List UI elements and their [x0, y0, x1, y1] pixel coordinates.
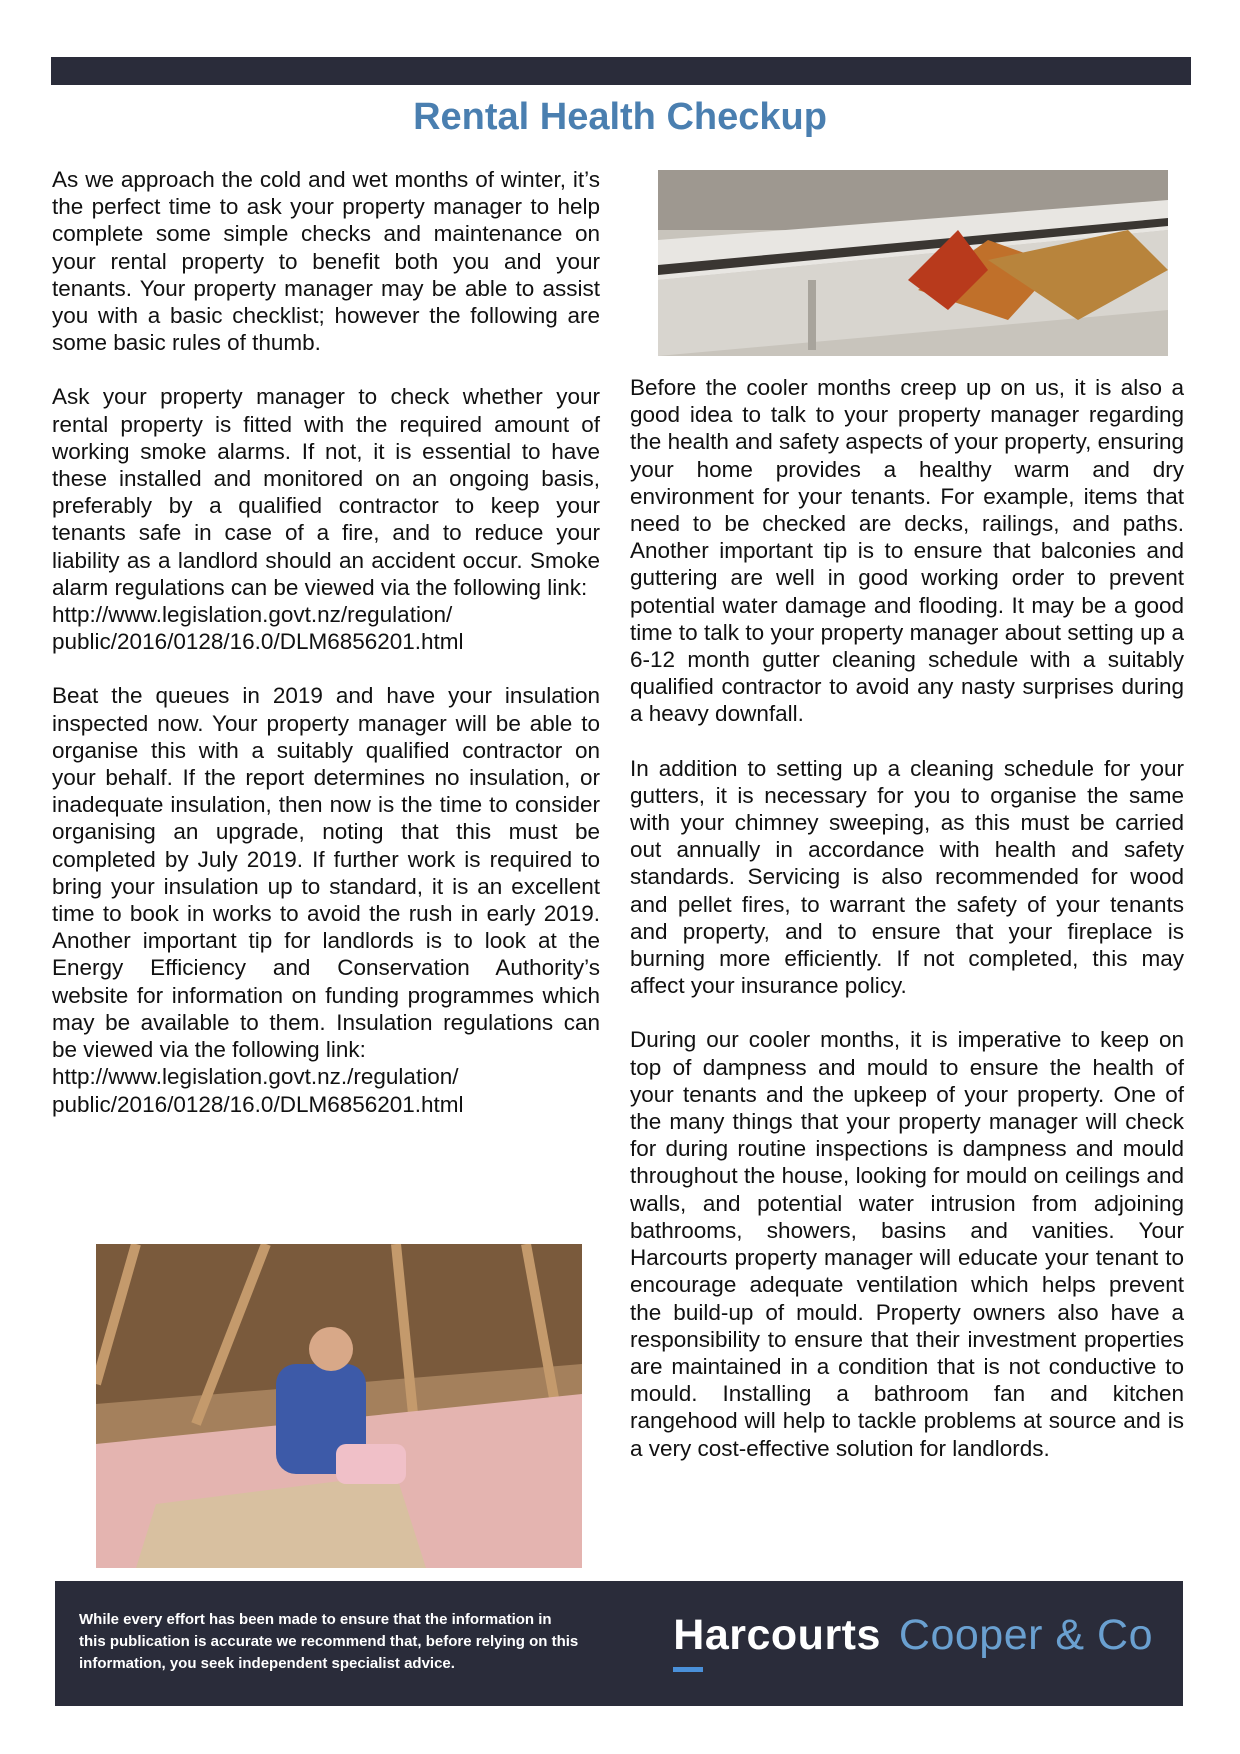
- insulation-paragraph: Beat the queues in 2019 and have your insulation inspected now. Your property manager will be able to organise this with a suitably qualified contractor on your behalf. If the report determines no insulation, or inadequate insulation, then now is the time to consider organising an upgrade, noting that this must be completed by July 2019. If further work is required to bring your insulation up to standard, it is an excellent time to book in works to avoid the rush in early 2019. Another important tip for landlords is to look at the Energy Efficiency and Conservation Authority’s website for information on funding programmes which may be available to them. Insulation regulations can be viewed via the following link:: [52, 683, 600, 1063]
- attic-insulation-photo: [96, 1244, 582, 1568]
- logo-sub-text: Cooper & Co: [898, 1611, 1153, 1659]
- disclaimer-text: While every effort has been made to ensure that the information in this publication is accurate we recommend that, before relying on this information, you seek independent specialist advice.: [79, 1611, 579, 1672]
- footer: [55, 1581, 1183, 1706]
- right-column: [630, 374, 1184, 1489]
- smoke-alarm-paragraph: Ask your property manager to check whether your rental property is fitted with the required amount of working smoke alarms. If not, it is essential to have these installed and monitored on an ongoing basis, preferably by a qualified contractor to keep your tenants safe in case of a fire, and to reduce your liability as a landlord should an accident occur. Smoke alarm regulations can be viewed via the following link:: [52, 384, 600, 600]
- left-column: [52, 166, 600, 1145]
- insulation-link[interactable]: http://www.legislation.govt.nz./regulation/ public/2016/0128/16.0/DLM6856201.html: [52, 1064, 464, 1117]
- smoke-alarm-link[interactable]: http://www.legislation.govt.nz/regulation/ public/2016/0128/16.0/DLM6856201.html: [52, 602, 464, 655]
- page-title: Rental Health Checkup: [413, 96, 827, 138]
- top-bar: [51, 57, 1191, 85]
- logo-main-text: Harcourts: [673, 1611, 881, 1659]
- harcourts-logo: [673, 1611, 1153, 1671]
- gutter-leaves-photo: [658, 170, 1168, 356]
- chimney-paragraph: In addition to setting up a cleaning schedule for your gutters, it is necessary for you to organise the same with your chimney sweeping, as this must be carried out annually in accordance with health and safety standards. Servicing is also recommended for wood and pellet fires, to warrant the safety of your tenants and property, and to ensure that your fireplace is burning more efficiently. If not completed, this may affect your insurance policy.: [630, 755, 1184, 999]
- logo-underline: [673, 1667, 703, 1672]
- health-safety-paragraph: Before the cooler months creep up on us, it is also a good idea to talk to your property manager regarding the health and safety aspects of your property, ensuring your home provides a healthy warm and dry environment for your tenants. For example, items that need to be checked are decks, railings, and paths. Another important tip is to ensure that balconies and guttering are well in good working order to prevent potential water damage and flooding. It may be a good time to talk to your property manager about setting up a 6-12 month gutter cleaning schedule with a suitably qualified contractor to avoid any nasty surprises during a heavy downfall.: [630, 375, 1184, 727]
- dampness-paragraph: During our cooler months, it is imperative to keep on top of dampness and mould to ensure the health of your tenants and the upkeep of your property. One of the many things that your property manager will check for during routine inspections is dampness and mould throughout the house, looking for mould on ceilings and walls, and potential water intrusion from adjoining bathrooms, showers, basins and vanities. Your Harcourts property manager will educate your tenant to encourage adequate ventilation which helps prevent the build-up of mould. Property owners also have a responsibility to ensure that their investment properties are maintained in a condition that is not conductive to mould. Installing a bathroom fan and kitchen rangehood will help to tackle problems at source and is a very cost-effective solution for landlords.: [630, 1027, 1184, 1461]
- intro-paragraph: As we approach the cold and wet months of winter, it’s the perfect time to ask your property manager to help complete some simple checks and maintenance on your rental property to benefit both you and your tenants. Your property manager may be able to assist you with a basic checklist; however the following are some basic rules of thumb.: [52, 167, 600, 356]
